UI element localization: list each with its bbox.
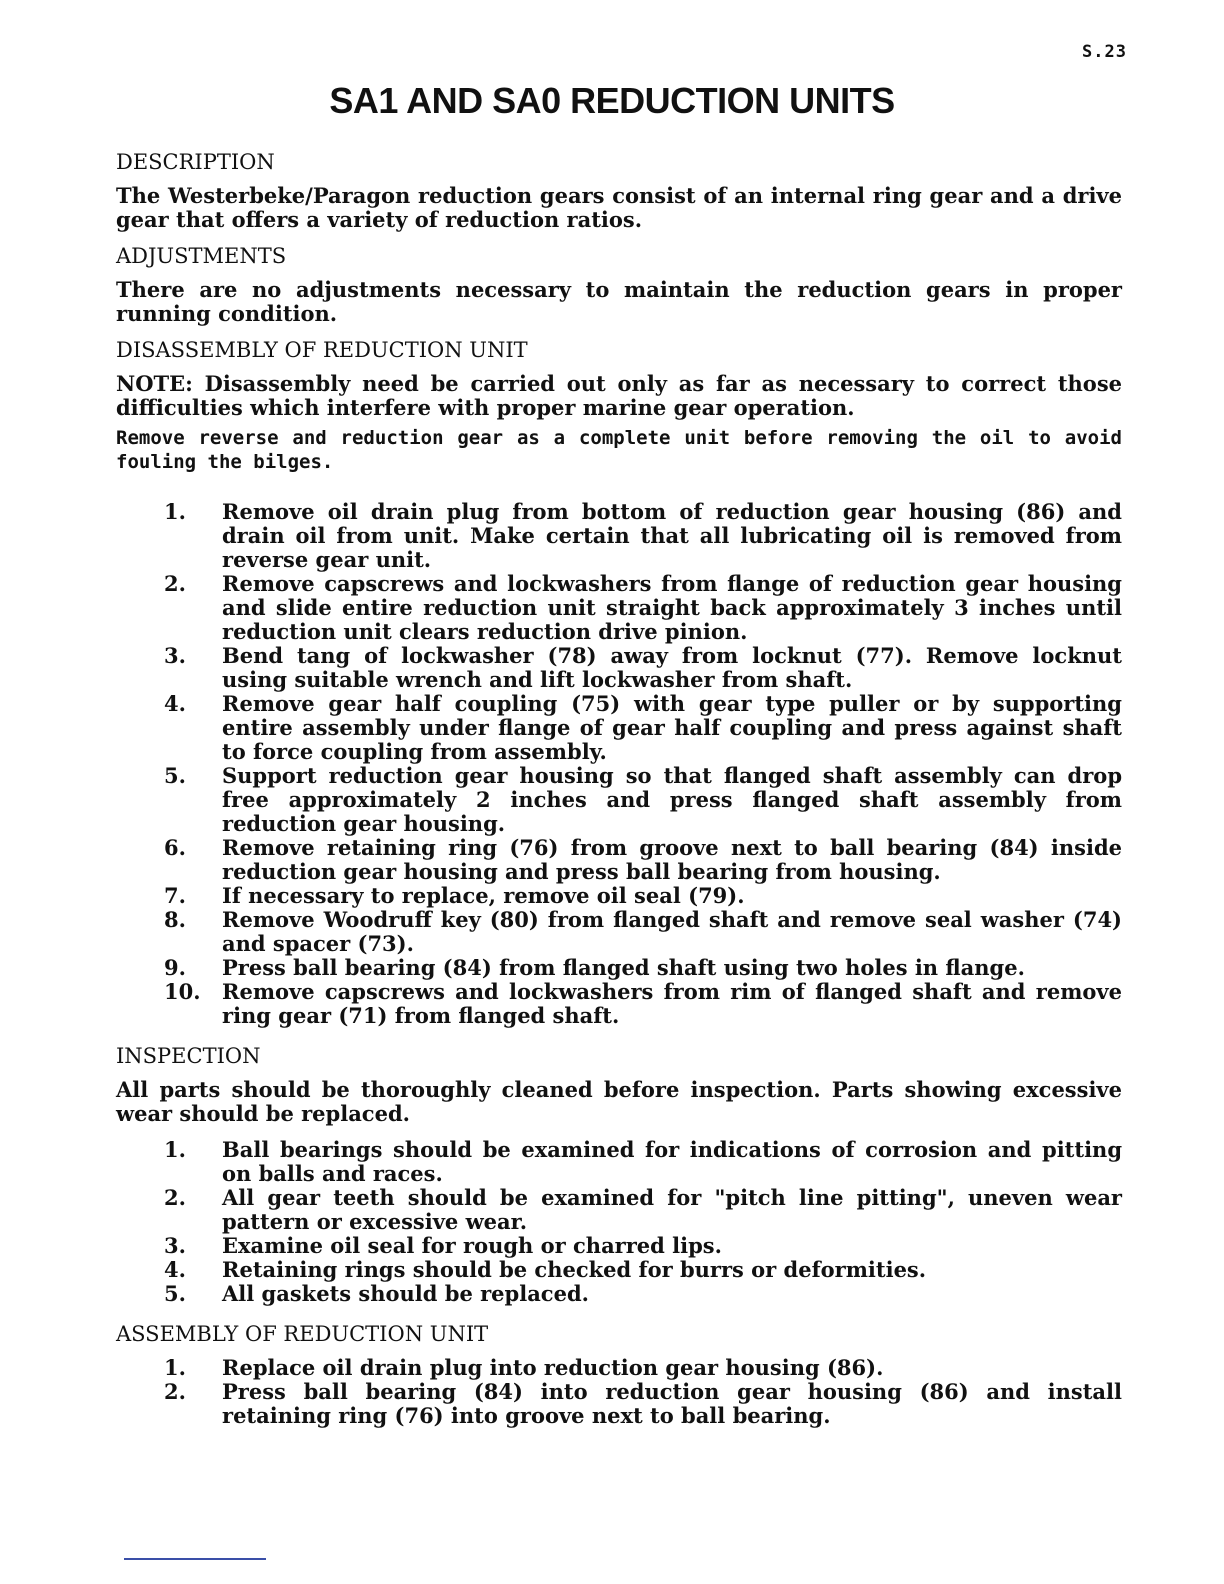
list-item: 4. Remove gear half coupling (75) with gear type puller or by supporting entire assembly under flange of gear half coupling and press against shaft to force coupling from assembly. [164, 691, 1122, 764]
list-item: 8. Remove Woodruff key (80) from flanged shaft and remove seal washer (74) and spacer (73). [164, 907, 1122, 956]
assembly-steps [112, 1356, 1122, 1428]
list-item: 7. If necessary to replace, remove oil seal (79). [164, 883, 745, 908]
disassembly-note: NOTE: Disassembly need be carried out only as far as necessary to correct those difficulties which interfere with proper marine gear operation. [116, 371, 1122, 420]
disassembly-heading: DISASSEMBLY OF REDUCTION UNIT [116, 338, 528, 362]
adjustments-heading: ADJUSTMENTS [116, 244, 287, 268]
list-item: 2. Remove capscrews and lockwashers from flange of reduction gear housing and slide entire reduction unit straight back approximately 3 inches until reduction unit clears reduction drive pinion. [164, 571, 1122, 644]
list-item: 9. Press ball bearing (84) from flanged shaft using two holes in flange. [164, 955, 1025, 980]
list-item: 10. Remove capscrews and lockwashers from rim of flanged shaft and remove ring gear (71) from flanged shaft. [164, 979, 1122, 1028]
list-item: 3. Bend tang of lockwasher (78) away from locknut (77). Remove locknut using suitable wrench and lift lockwasher from shaft. [164, 643, 1122, 692]
disassembly-warning: Remove reverse and reduction gear as a complete unit before removing the oil to avoid fouling the bilges. [116, 427, 1122, 473]
list-item: 3. Examine oil seal for rough or charred lips. [164, 1233, 722, 1258]
list-item: 4. Retaining rings should be checked for burrs or deformities. [164, 1257, 927, 1282]
page-number: S.23 [1082, 42, 1127, 62]
list-item: 5. Support reduction gear housing so that flanged shaft assembly can drop free approximately 2 inches and press flanged shaft assembly from reduction gear housing. [164, 763, 1122, 836]
inspection-steps [112, 1138, 1122, 1306]
document-body [112, 150, 1122, 1444]
list-item: 2. All gear teeth should be examined for "pitch line pitting", uneven wear pattern or excessive wear. [164, 1185, 1122, 1234]
footer-rule [124, 1558, 266, 1560]
adjustments-text: There are no adjustments necessary to maintain the reduction gears in proper running condition. [116, 277, 1122, 326]
list-item: 6. Remove retaining ring (76) from groove next to ball bearing (84) inside reduction gear housing and press ball bearing from housing. [164, 835, 1122, 884]
description-heading: DESCRIPTION [116, 150, 275, 174]
list-item: 5. All gaskets should be replaced. [164, 1281, 589, 1306]
page-title: SA1 AND SA0 REDUCTION UNITS [329, 80, 895, 121]
description-text: The Westerbeke/Paragon reduction gears consist of an internal ring gear and a drive gear that offers a variety of reduction ratios. [116, 183, 1122, 232]
assembly-heading: ASSEMBLY OF REDUCTION UNIT [116, 1322, 489, 1346]
list-item: 1. Ball bearings should be examined for indications of corrosion and pitting on balls and races. [164, 1137, 1122, 1186]
inspection-text: All parts should be thoroughly cleaned before inspection. Parts showing excessive wear should be replaced. [116, 1077, 1122, 1126]
list-item: 1. Replace oil drain plug into reduction gear housing (86). [164, 1355, 884, 1380]
inspection-heading: INSPECTION [116, 1044, 261, 1068]
list-item: 1. Remove oil drain plug from bottom of reduction gear housing (86) and drain oil from unit. Make certain that all lubricating oil is removed from reverse gear unit. [164, 499, 1122, 572]
disassembly-steps [112, 500, 1122, 1028]
list-item: 2. Press ball bearing (84) into reduction gear housing (86) and install retaining ring (76) into groove next to ball bearing. [164, 1379, 1122, 1428]
